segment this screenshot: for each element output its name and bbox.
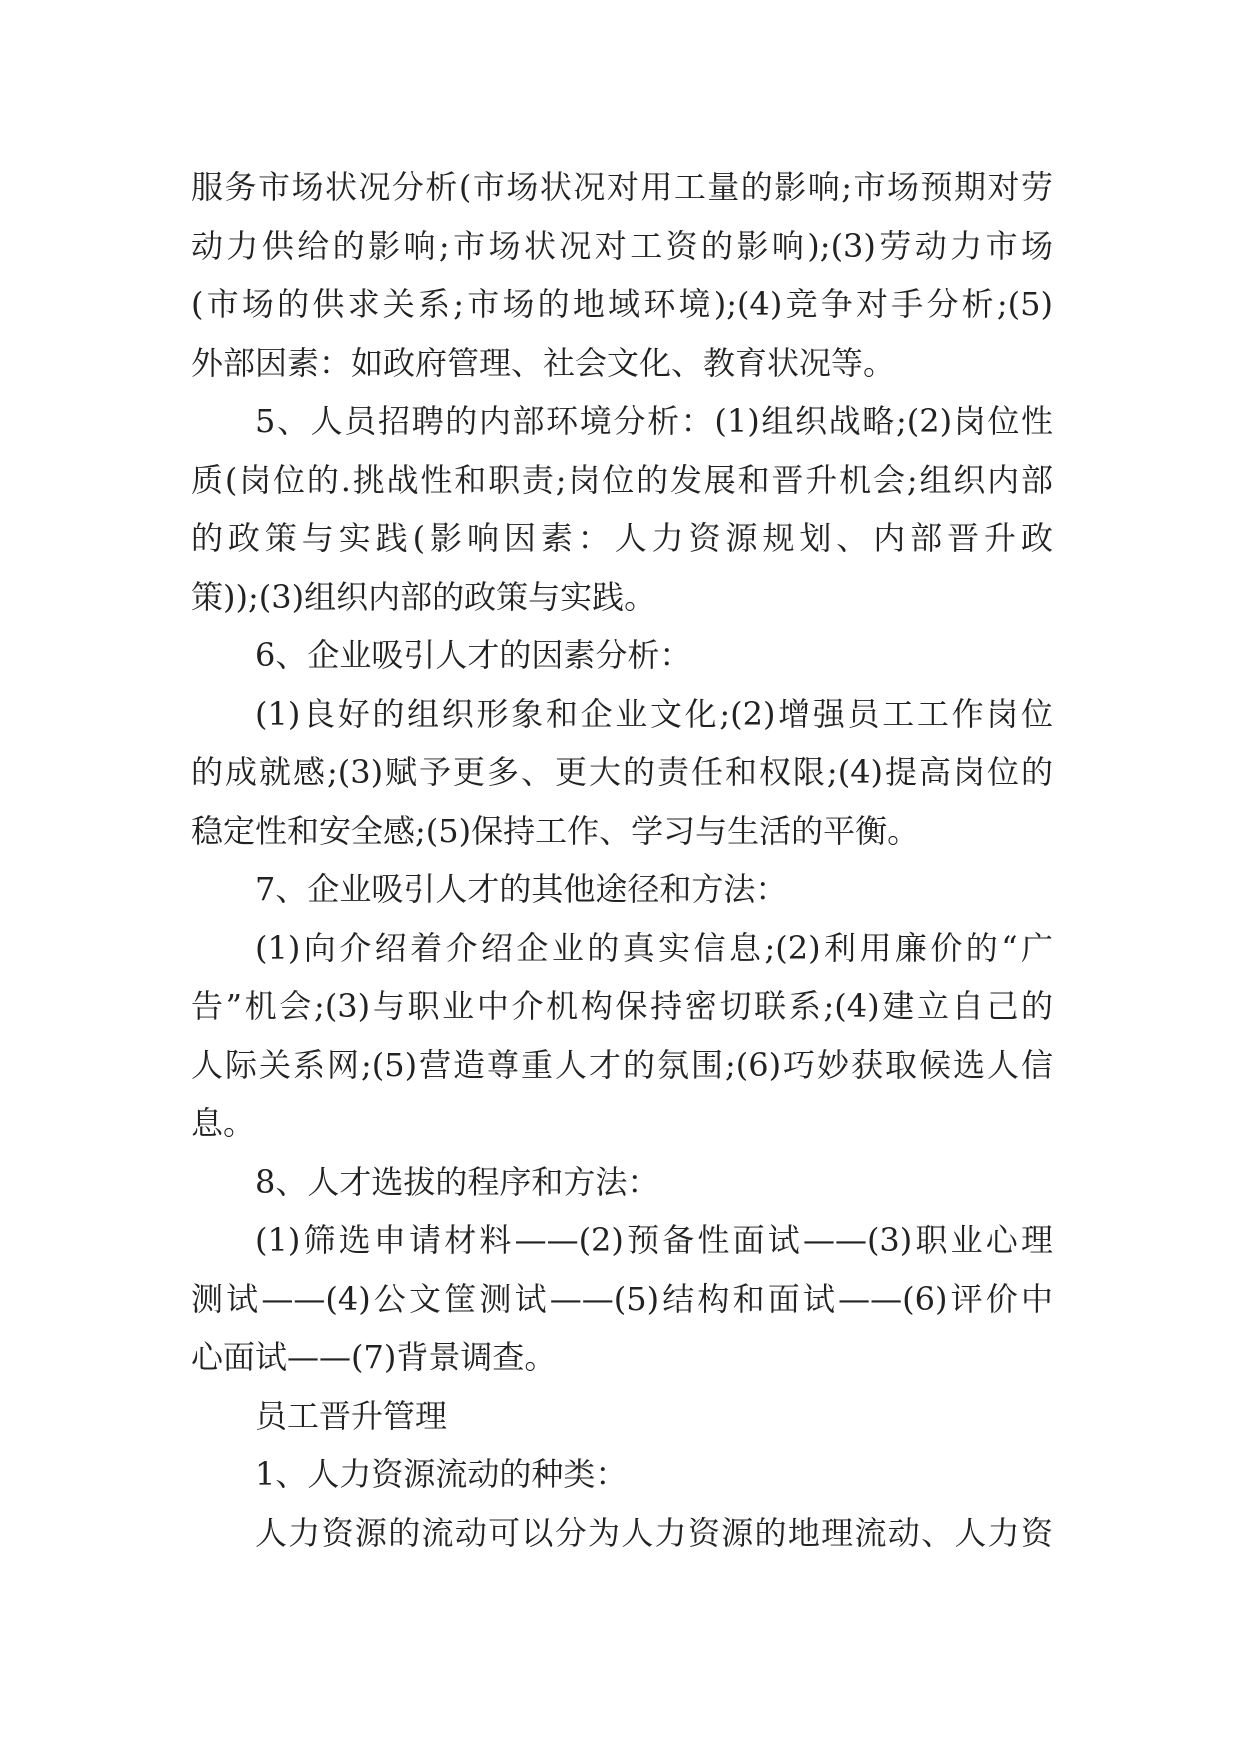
text-line: 告”机会;(3)与职业中介机构保持密切联系;(4)建立自己的	[191, 987, 1053, 1025]
text-line: 1、人力资源流动的种类：	[255, 1455, 628, 1493]
text-line: 6、企业吸引人才的因素分析：	[255, 636, 692, 674]
text-line: 员工晋升管理	[255, 1396, 448, 1435]
text-line: 测试——(4)公文筐测试——(5)结构和面试——(6)评价中	[191, 1279, 1053, 1318]
text-line: 人力资源的流动可以分为人力资源的地理流动、人力资	[255, 1513, 1053, 1552]
text-line: 8、人才选拔的程序和方法：	[255, 1162, 660, 1201]
text-line: 的成就感;(3)赋予更多、更大的责任和权限;(4)提高岗位的	[191, 753, 1053, 791]
text-line: 质(岗位的.挑战性和职责;岗位的发展和晋升机会;组织内部	[191, 460, 1053, 499]
text-line: 人际关系网;(5)营造尊重人才的氛围;(6)巧妙获取候选人信	[191, 1045, 1053, 1084]
text-line: 服务市场状况分析(市场状况对用工量的影响;市场预期对劳	[191, 168, 1053, 206]
text-line: 动力供给的影响;市场状况对工资的影响);(3)劳动力市场	[191, 226, 1053, 265]
text-line: 策));(3)组织内部的政策与实践。	[191, 577, 657, 616]
text-line: (1)筛选申请材料——(2)预备性面试——(3)职业心理	[255, 1221, 1053, 1259]
text-line: 心面试——(7)背景调查。	[191, 1338, 557, 1376]
document-body	[191, 158, 1053, 1562]
text-line: (市场的供求关系;市场的地域环境);(4)竞争对手分析;(5)	[191, 285, 1053, 323]
text-line: (1)向介绍着介绍企业的真实信息;(2)利用廉价的“广	[255, 928, 1053, 967]
text-line: 稳定性和安全感;(5)保持工作、学习与生活的平衡。	[191, 811, 920, 850]
text-line: 的政策与实践(影响因素：人力资源规划、内部晋升政	[191, 519, 1053, 557]
text-line: 7、企业吸引人才的其他途径和方法：	[255, 870, 788, 908]
text-line: 外部因素：如政府管理、社会文化、教育状况等。	[191, 343, 896, 382]
text-line: (1)良好的组织形象和企业文化;(2)增强员工工作岗位	[255, 694, 1053, 733]
text-line: 息。	[191, 1104, 256, 1142]
text-line: 5、人员招聘的内部环境分析：(1)组织战略;(2)岗位性	[255, 402, 1053, 440]
